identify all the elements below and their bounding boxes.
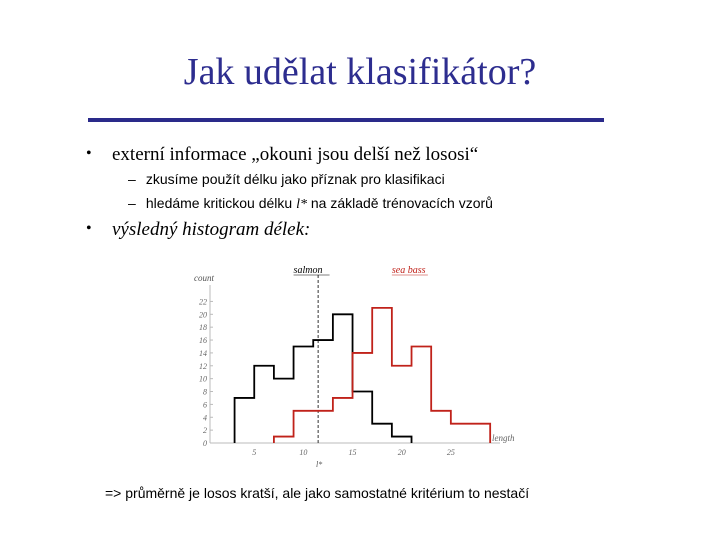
series-label: salmon [293, 265, 323, 276]
x-tick-label: 25 [446, 448, 455, 457]
y-tick-label: 20 [199, 310, 207, 320]
y-tick-label: 16 [199, 336, 207, 346]
dash-icon: – [128, 195, 136, 211]
series-sea-bass-line [274, 308, 490, 443]
y-tick-label: 18 [199, 323, 207, 333]
x-axis-label: length [492, 433, 515, 443]
bullet-icon: • [86, 145, 92, 162]
title-underline [88, 118, 604, 122]
y-tick-label: 8 [203, 387, 207, 397]
y-tick-label: 2 [203, 426, 207, 436]
y-tick-label: 4 [203, 413, 207, 423]
variable-l-star: l* [296, 197, 307, 212]
subitem-critical-length [128, 195, 493, 213]
bullet-icon: • [86, 220, 92, 237]
subitem-text-after: na základě trénovacích vzorů [306, 195, 493, 211]
slide-title: Jak udělat klasifikátor? [183, 51, 537, 93]
y-tick-label: 10 [199, 374, 207, 384]
y-tick-label: 6 [203, 400, 207, 410]
subitem-length-feature [128, 171, 445, 187]
y-tick-label: 22 [199, 297, 207, 307]
y-tick-label: 14 [199, 348, 207, 358]
threshold-label: l* [316, 460, 323, 469]
series-salmon-line [235, 314, 412, 443]
x-tick-label: 15 [348, 448, 357, 457]
subitem-text-before: hledáme kritickou délku [145, 195, 297, 211]
x-tick-label: 5 [252, 448, 257, 457]
y-axis-label: count [194, 273, 214, 283]
y-tick-label: 12 [199, 361, 207, 371]
series-label: sea bass [391, 265, 426, 276]
x-tick-label: 20 [397, 448, 406, 457]
length-histogram-chart [180, 255, 515, 470]
y-tick-label: 0 [203, 439, 207, 448]
conclusion-text: => průměrně je losos kratší, ale jako samostatné kritérium to nestačí [105, 485, 530, 501]
dash-icon: – [128, 171, 136, 187]
subitem-text: zkusíme použít délku jako příznak pro klasifikaci [145, 171, 445, 187]
bullet-external-info: externí informace „okouni jsou delší než lososi“ [112, 144, 479, 165]
x-tick-label: 10 [299, 448, 308, 457]
bullet-histogram: výsledný histogram délek: [112, 219, 311, 240]
